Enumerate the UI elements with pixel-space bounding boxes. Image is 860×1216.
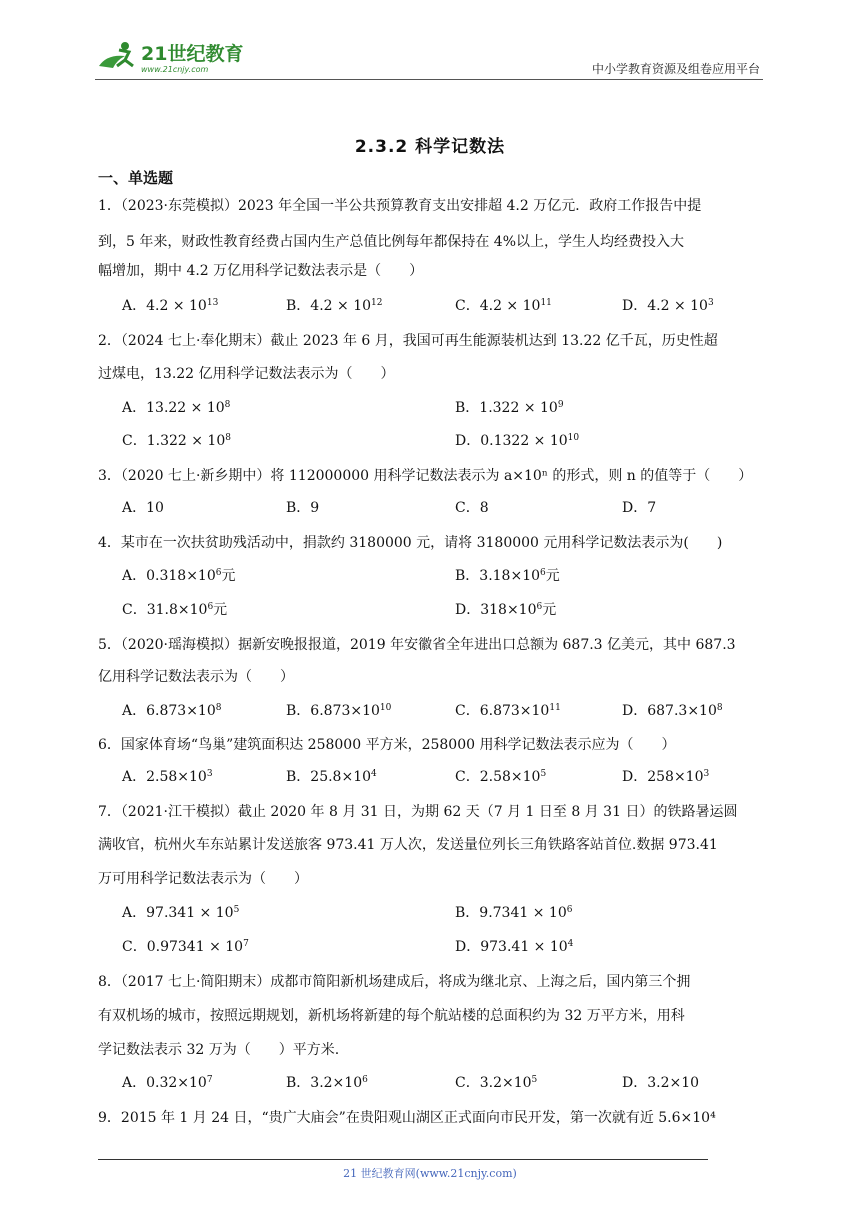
answer-option[interactable] [122,937,249,957]
question-text-line: 幅增加，期中 4.2 万亿用科学记数法表示是（ ） [98,263,424,279]
section-heading: 一、单选题 [98,169,174,187]
option-letter: B． [455,568,480,584]
question-text-line: 4．某市在一次扶贫助残活动中，捐款约 3180000 元，请将 3180000 元用科学记数法表示为( ) [98,535,723,551]
option-letter: D． [622,769,648,785]
option-letter: D． [622,298,648,314]
question-text-line: 有双机场的城市，按照远期规划，新机场将新建的每个航站楼的总面积约为 32 万平方米，用科 [98,1008,685,1024]
option-value: 3.18×10 [479,568,541,584]
option-value: 258×10 [647,769,704,785]
answer-option[interactable] [286,701,391,721]
option-exponent: 6 [207,602,214,612]
answer-option[interactable] [455,701,561,721]
answer-option[interactable] [455,600,556,620]
answer-option[interactable] [622,767,709,787]
option-value: 10 [146,500,164,516]
answer-option[interactable] [455,398,564,418]
option-value: 4.2 × 10 [146,298,207,314]
option-letter: A． [122,905,147,921]
answer-option[interactable] [455,767,546,787]
question-text-line: 亿用科学记数法表示为（ ） [98,669,294,685]
logo-url: www.21cnjy.com [141,65,209,74]
option-value: 6.873×10 [310,703,380,719]
option-exponent: 7 [206,1075,213,1085]
option-letter: B． [455,400,480,416]
option-letter: D． [622,703,648,719]
answer-option[interactable] [622,498,656,518]
option-unit: 元 [213,602,228,618]
option-exponent: 7 [243,939,249,949]
answer-option[interactable] [122,431,231,451]
answer-option[interactable] [286,296,382,316]
option-unit: 元 [542,602,557,618]
option-letter: A． [122,769,147,785]
answer-option[interactable] [455,431,579,451]
option-exponent: 6 [215,568,222,578]
option-exponent: 3 [703,769,710,779]
option-letter: A． [122,568,147,584]
option-exponent: 9 [557,400,564,410]
option-value: 1.322 × 10 [479,400,558,416]
answer-option[interactable] [455,296,552,316]
option-exponent: 5 [233,905,240,915]
option-letter: A． [122,1075,147,1091]
answer-option[interactable] [122,566,235,586]
option-letter: D． [455,939,481,955]
option-exponent: 10 [379,703,392,713]
option-value: 31.8×10 [146,602,208,618]
option-letter: C． [455,500,480,516]
question-text-line: 5．（2020·瑶海模拟）据新安晚报报道，2019 年安徽省全年进出口总额为 687.3 亿美元，其中 687.3 [98,637,736,653]
answer-option[interactable] [122,296,218,316]
option-letter: A． [122,703,147,719]
option-letter: C． [122,602,147,618]
option-value: 6.873×10 [146,703,216,719]
question-text-line: 9．2015 年 1 月 24 日，“贵广大庙会”在贵阳观山湖区正式面向市民开发，第一次就有近 5.6×10⁴ [98,1110,716,1126]
option-letter: B． [286,298,311,314]
option-letter: B． [286,500,311,516]
question-text-line: 学记数法表示 32 万为（ ）平方米. [98,1042,340,1058]
option-value: 318×10 [480,602,537,618]
option-unit: 元 [221,568,236,584]
question-text-line: 2．（2024 七上·奉化期末）截止 2023 年 6 月，我国可再生能源装机达到 13.22 亿千瓦，历史性超 [98,333,718,349]
option-value: 3.2×10 [647,1075,700,1091]
option-letter: C． [455,769,480,785]
option-exponent: 13 [206,298,219,308]
answer-option[interactable] [122,600,227,620]
option-value: 1.322 × 10 [146,433,226,449]
option-letter: C． [122,433,147,449]
option-exponent: 11 [549,703,561,713]
answer-option[interactable] [122,1073,213,1093]
question-text-line: 3．（2020 七上·新乡期中）将 112000000 用科学记数法表示为 a×10ⁿ 的形式，则 n 的值等于（ ） [98,468,753,484]
option-value: 8 [479,500,489,516]
option-value: 3.2×10 [479,1075,532,1091]
option-exponent: 4 [371,769,377,779]
platform-name: 中小学教育资源及组卷应用平台 [591,62,760,76]
option-value: 13.22 × 10 [146,400,225,416]
option-exponent: 3 [206,769,213,779]
option-letter: A． [122,400,147,416]
answer-option[interactable] [455,566,560,586]
question-text-line: 到，5 年来，财政性教育经费占国内生产总值比例每年都保持在 4%以上，学生人均经费投入大 [98,234,685,250]
option-letter: D． [455,602,481,618]
option-exponent: 6 [566,905,573,915]
option-value: 6.873×10 [479,703,550,719]
option-value: 687.3×10 [647,703,717,719]
option-value: 4.2 × 10 [310,298,372,314]
option-exponent: 6 [540,568,546,578]
footer-source: 21 世纪教育网(www.21cnjy.com) [343,1167,517,1180]
option-letter: C． [122,939,147,955]
option-value: 3.2×10 [310,1075,363,1091]
answer-option[interactable] [286,498,319,518]
option-exponent: 5 [531,1075,538,1085]
option-exponent: 10 [567,433,580,443]
option-exponent: 3 [707,298,714,308]
option-exponent: 6 [362,1075,368,1085]
answer-option[interactable] [455,498,489,518]
logo-text: 21世纪教育 [141,43,244,65]
option-value: 0.318×10 [146,568,216,584]
option-letter: C． [455,298,480,314]
option-exponent: 8 [716,703,723,713]
answer-option[interactable] [122,767,213,787]
option-value: 7 [647,500,657,516]
option-exponent: 8 [225,433,231,443]
option-value: 9 [310,500,320,516]
answer-option[interactable] [622,1073,699,1093]
option-value: 97.341 × 10 [146,905,234,921]
option-letter: B． [286,1075,311,1091]
option-exponent: 8 [224,400,231,410]
answer-option[interactable] [455,1073,537,1093]
option-letter: C． [455,1075,480,1091]
option-value: 973.41 × 10 [480,939,568,955]
option-exponent: 11 [540,298,552,308]
option-letter: D． [455,433,481,449]
option-letter: A． [122,298,147,314]
option-letter: B． [455,905,480,921]
option-exponent: 5 [540,769,547,779]
answer-option[interactable] [622,701,723,721]
option-unit: 元 [545,568,560,584]
option-value: 0.1322 × 10 [480,433,568,449]
option-letter: A． [122,500,147,516]
answer-option[interactable] [455,937,573,957]
option-letter: D． [622,1075,648,1091]
question-text-line: 过煤电，13.22 亿用科学记数法表示为（ ） [98,366,395,382]
answer-option[interactable] [622,296,714,316]
question-text-line: 7．（2021·江干模拟）截止 2020 年 8 月 31 日，为期 62 天（7 月 1 日至 8 月 31 日）的铁路暑运圆 [98,804,738,820]
option-letter: D． [622,500,648,516]
option-exponent: 4 [567,939,574,949]
option-exponent: 6 [536,602,543,612]
option-value: 2.58×10 [146,769,207,785]
option-value: 4.2 × 10 [479,298,541,314]
option-value: 9.7341 × 10 [479,905,567,921]
question-text-line: 满收官，杭州火车东站累计发送旅客 973.41 万人次，发送量位列长三角铁路客站首位.数据 973.41 [98,837,718,853]
answer-option[interactable] [455,903,572,923]
question-text-line: 8．（2017 七上·简阳期末）成都市简阳新机场建成后，将成为继北京、上海之后，国内第三个拥 [98,974,691,990]
answer-option[interactable] [122,498,164,518]
option-value: 2.58×10 [479,769,541,785]
page-title: 2.3.2 科学记数法 [354,137,506,157]
option-letter: C． [455,703,480,719]
answer-option[interactable] [286,767,377,787]
question-text-line: 1．（2023·东莞模拟）2023 年全国一半公共预算教育支出安排超 4.2 万亿元．政府工作报告中提 [98,198,702,214]
option-value: 0.32×10 [146,1075,207,1091]
question-text-line: 6．国家体育场“鸟巢”建筑面积达 258000 平方米，258000 用科学记数法表示应为（ ） [98,737,676,753]
answer-option[interactable] [286,1073,368,1093]
answer-option[interactable] [122,398,230,418]
option-letter: B． [286,703,311,719]
footer-divider [98,1159,708,1160]
option-value: 4.2 × 10 [647,298,708,314]
option-exponent: 8 [215,703,222,713]
option-value: 25.8×10 [310,769,372,785]
option-exponent: 12 [371,298,383,308]
question-text-line: 万可用科学记数法表示为（ ） [98,871,308,887]
answer-option[interactable] [122,903,239,923]
option-value: 0.97341 × 10 [146,939,244,955]
answer-option[interactable] [122,701,221,721]
option-letter: B． [286,769,311,785]
